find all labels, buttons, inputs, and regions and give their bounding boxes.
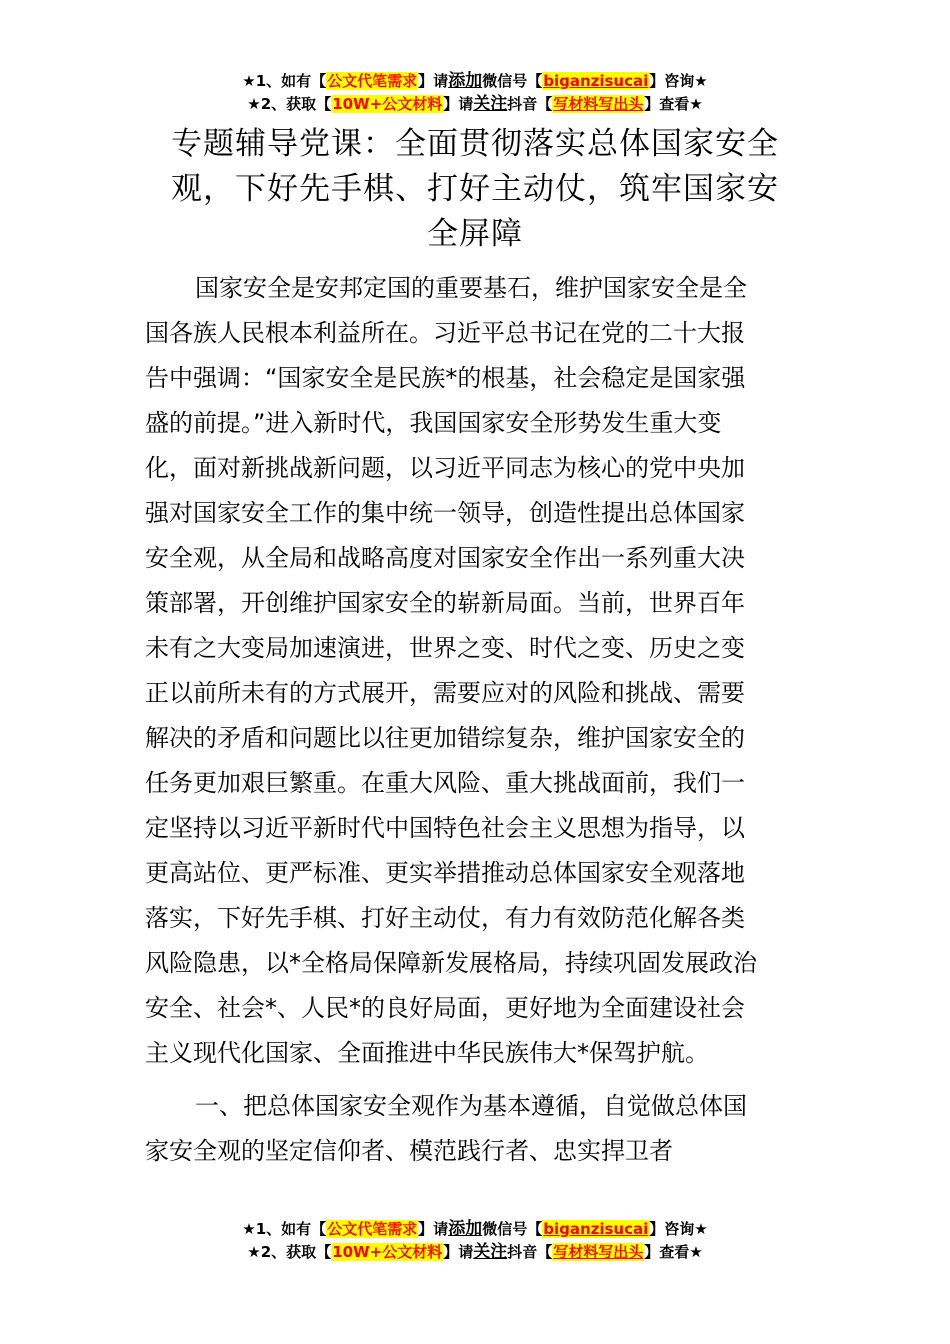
banner-highlight-materials: 10W+公文材料: [332, 1243, 443, 1261]
banner-line-1-suffix: 】咨询★: [649, 72, 708, 90]
banner-line-2-prefix: ★2、获取【: [247, 95, 332, 113]
banner-highlight-service: 公文代笔需求: [327, 72, 418, 90]
paragraph-line: 一、把总体国家安全观作为基本遵循，自觉做总体国: [195, 1092, 747, 1120]
paragraph-line: 正以前所未有的方式展开，需要应对的风险和挑战、需要: [145, 679, 745, 707]
banner-emphasis-follow: 关注: [473, 1242, 508, 1262]
banner-wechat-id-link[interactable]: biganzisucai: [543, 1220, 649, 1238]
banner-highlight-service: 公文代笔需求: [327, 1220, 418, 1238]
banner-douyin-account-link[interactable]: 写材料写出头: [553, 95, 644, 113]
banner-emphasis-add: 添加: [448, 1219, 483, 1239]
paragraph-line: 策部署，开创维护国家安全的崭新局面。当前，世界百年: [145, 589, 745, 617]
section-heading-paragraph: [145, 1084, 807, 1174]
paragraph-line: 更高站位、更严标准、更实举措推动总体国家安全观落地: [145, 859, 745, 887]
paragraph-line: 盛的前提。”进入新时代，我国国家安全形势发生重大变: [145, 409, 722, 437]
banner-line-2-prefix: ★2、获取【: [247, 1243, 332, 1261]
banner-line-1-mid: 】请: [418, 72, 449, 90]
top-banner: [0, 70, 950, 116]
banner-line-2: [0, 93, 950, 116]
banner-line-1-mid2: 微信号【: [482, 1220, 543, 1238]
banner-line-1-suffix: 】咨询★: [649, 1220, 708, 1238]
paragraph-line: 风险隐患，以*全格局保障新发展格局，持续巩固发展政治: [145, 949, 757, 977]
paragraph-line: 安全观，从全局和战略高度对国家安全作出一系列重大决: [145, 544, 745, 572]
banner-line-1-mid2: 微信号【: [482, 72, 543, 90]
banner-douyin-account-link[interactable]: 写材料写出头: [553, 1243, 644, 1261]
paragraph-line: 任务更加艰巨繁重。在重大风险、重大挑战面前，我们一: [145, 769, 745, 797]
banner-line-1-prefix: ★1、如有【: [242, 72, 327, 90]
banner-highlight-materials: 10W+公文材料: [332, 95, 443, 113]
paragraph-line: 定坚持以习近平新时代中国特色社会主义思想为指导，以: [145, 814, 745, 842]
banner-line-1-prefix: ★1、如有【: [242, 1220, 327, 1238]
paragraph-line: 国家安全是安邦定国的重要基石，维护国家安全是全: [195, 274, 747, 302]
paragraph-line: 告中强调：“国家安全是民族*的根基，社会稳定是国家强: [145, 364, 746, 392]
paragraph-line: 强对国家安全工作的集中统一领导，创造性提出总体国家: [145, 499, 745, 527]
banner-line-2-mid2: 抖音【: [507, 95, 553, 113]
document-title: [145, 122, 805, 257]
title-line: 全屏障: [427, 216, 523, 252]
bottom-banner: [0, 1218, 950, 1264]
banner-line-2-mid: 】请: [443, 1243, 474, 1261]
banner-line-1-mid: 】请: [418, 1220, 449, 1238]
paragraph-line: 安全、社会*、人民*的良好局面，更好地为全面建设社会: [145, 994, 745, 1022]
banner-line-2-suffix: 】查看★: [644, 1243, 703, 1261]
title-line: 专题辅导党课：全面贯彻落实总体国家安全: [171, 126, 779, 162]
title-line: 观，下好先手棋、打好主动仗，筑牢国家安: [171, 171, 779, 207]
paragraph-line: 落实，下好先手棋、打好主动仗，有力有效防范化解各类: [145, 904, 745, 932]
banner-wechat-id-link[interactable]: biganzisucai: [543, 72, 649, 90]
intro-paragraph: [145, 266, 807, 1076]
banner-emphasis-follow: 关注: [473, 94, 508, 114]
paragraph-line: 解决的矛盾和问题比以往更加错综复杂，维护国家安全的: [145, 724, 745, 752]
paragraph-line: 国各族人民根本利益所在。习近平总书记在党的二十大报: [145, 319, 745, 347]
paragraph-line: 化，面对新挑战新问题，以习近平同志为核心的党中央加: [145, 454, 745, 482]
banner-line-2-mid2: 抖音【: [507, 1243, 553, 1261]
paragraph-line: 家安全观的坚定信仰者、模范践行者、忠实捍卫者: [145, 1137, 673, 1165]
paragraph-line: 主义现代化国家、全面推进中华民族伟大*保驾护航。: [145, 1039, 709, 1067]
banner-line-2-suffix: 】查看★: [644, 95, 703, 113]
paragraph-line: 未有之大变局加速演进，世界之变、时代之变、历史之变: [145, 634, 745, 662]
banner-line-1: [0, 1218, 950, 1241]
banner-line-2: [0, 1241, 950, 1264]
banner-emphasis-add: 添加: [448, 71, 483, 91]
banner-line-1: [0, 70, 950, 93]
banner-line-2-mid: 】请: [443, 95, 474, 113]
